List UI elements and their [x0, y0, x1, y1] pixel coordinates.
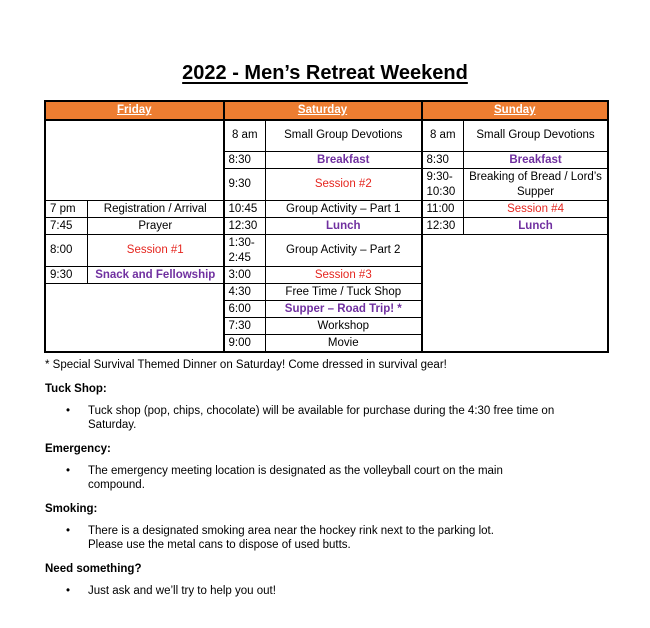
section-list: [45, 464, 518, 492]
fri-time: 9:30: [46, 267, 88, 284]
sat-event: Free Time / Tuck Shop: [266, 284, 422, 301]
list-item: • The emergency meeting location is designated as the volleyball court on the main compound.: [88, 464, 518, 492]
schedule-header-row: [46, 102, 608, 120]
sat-event: Movie: [266, 335, 422, 352]
fri-event: Prayer: [88, 218, 224, 235]
table-row: [46, 201, 608, 218]
fri-event: Snack and Fellowship: [88, 267, 224, 284]
sun-time: 8:30: [422, 152, 464, 169]
sat-time: 4:30: [224, 284, 266, 301]
fri-event: Registration / Arrival: [88, 201, 224, 218]
sat-event: Session #2: [266, 169, 422, 201]
sun-time: 9:30-10:30: [422, 169, 464, 201]
header-saturday: Saturday: [224, 102, 422, 120]
sat-event: Group Activity – Part 1: [266, 201, 422, 218]
sat-time: 7:30: [224, 318, 266, 335]
section-list: [45, 404, 605, 432]
section-list: [45, 524, 518, 552]
table-row: [46, 235, 608, 267]
sun-time: 12:30: [422, 218, 464, 235]
schedule-table: [45, 101, 608, 352]
sun-time: 8 am: [422, 120, 464, 152]
friday-empty-cell: [46, 284, 224, 352]
section-heading: Smoking:: [45, 503, 98, 515]
header-sunday: Sunday: [422, 102, 608, 120]
sat-event: Group Activity – Part 2: [266, 235, 422, 267]
fri-time: 8:00: [46, 235, 88, 267]
table-row: [46, 120, 608, 152]
table-row: [46, 218, 608, 235]
sat-time: 8 am: [224, 120, 266, 152]
sat-event: Session #3: [266, 267, 422, 284]
header-friday: Friday: [46, 102, 224, 120]
info-sections: [45, 382, 605, 608]
friday-empty-cell: [46, 120, 224, 201]
sun-time: 11:00: [422, 201, 464, 218]
sat-time: 9:30: [224, 169, 266, 201]
sat-time: 6:00: [224, 301, 266, 318]
fri-event: Session #1: [88, 235, 224, 267]
fri-time: 7 pm: [46, 201, 88, 218]
list-item: • There is a designated smoking area near the hockey rink next to the parking lot. Please use the metal cans to dispose of used butts.: [88, 524, 518, 552]
sat-time: 3:00: [224, 267, 266, 284]
sat-event: Lunch: [266, 218, 422, 235]
sun-event: Small Group Devotions: [464, 120, 608, 152]
sun-event: Session #4: [464, 201, 608, 218]
sun-event: Breaking of Bread / Lord’s Supper: [464, 169, 608, 201]
fri-time: 7:45: [46, 218, 88, 235]
list-item: • Tuck shop (pop, chips, chocolate) will be available for purchase during the 4:30 free time on Saturday.: [88, 404, 605, 432]
sunday-empty-cell: [422, 235, 608, 352]
sat-event: Breakfast: [266, 152, 422, 169]
sat-event: Supper – Road Trip! *: [266, 301, 422, 318]
section-heading: Emergency:: [45, 443, 111, 455]
section-list: [45, 584, 605, 598]
footnote: * Special Survival Themed Dinner on Saturday! Come dressed in survival gear!: [45, 359, 447, 371]
sun-event: Breakfast: [464, 152, 608, 169]
section-heading: Need something?: [45, 563, 142, 575]
sat-time: 10:45: [224, 201, 266, 218]
list-item: • Just ask and we’ll try to help you out!: [88, 584, 605, 598]
document-title: 2022 - Men’s Retreat Weekend: [182, 62, 468, 84]
sat-time: 1:30-2:45: [224, 235, 266, 267]
sat-event: Workshop: [266, 318, 422, 335]
sun-event: Lunch: [464, 218, 608, 235]
section-heading: Tuck Shop:: [45, 383, 107, 395]
sat-time: 12:30: [224, 218, 266, 235]
sat-time: 8:30: [224, 152, 266, 169]
sat-time: 9:00: [224, 335, 266, 352]
sat-event: Small Group Devotions: [266, 120, 422, 152]
